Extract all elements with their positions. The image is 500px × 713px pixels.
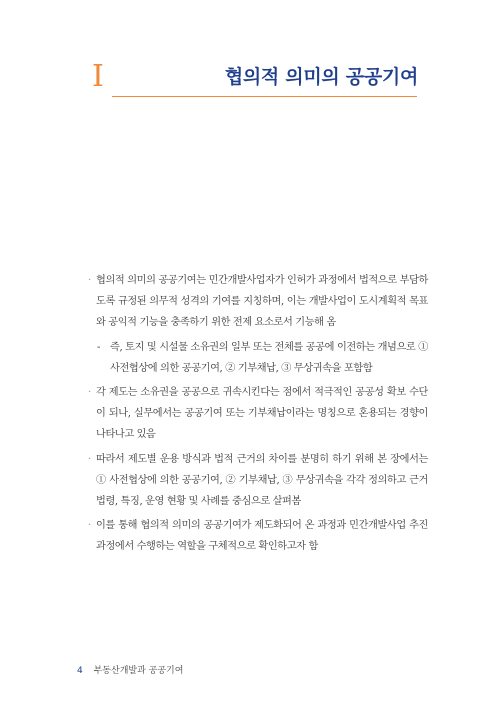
chapter-title: 협의적 의미의 공공기여 — [224, 66, 418, 88]
running-title: 부동산개발과 공공기여 — [93, 666, 184, 676]
bullet-text: 협의적 의미의 공공기여는 민간개발사업자가 인허가 과정에서 법적으로 부담하도록 규정된 의무적 성격의 기여를 지칭하며, 이는 개발사업이 도시계획적 목표와 공익적 기능을 충족하기 위한 전제 요소로서 기능해 옴 — [96, 275, 428, 329]
bullet-marker: · — [88, 520, 91, 532]
bullet-paragraph — [88, 270, 428, 334]
bullet-marker: · — [88, 387, 91, 399]
body-content — [88, 270, 428, 561]
bullet-paragraph — [88, 382, 428, 446]
bullet-paragraph — [88, 449, 428, 513]
bullet-text: 이를 통해 협의적 의미의 공공기여가 제도화되어 온 과정과 민간개발사업 추진 과정에서 수행하는 역할을 구체적으로 확인하고자 함 — [96, 520, 428, 553]
sub-text: 즉, 토지 및 시설물 소유권의 일부 또는 전체를 공공에 이전하는 개념으로 ① 사전협상에 의한 공공기여, ② 기부채납, ③ 무상귀속을 포함함 — [110, 341, 428, 374]
chapter-header — [0, 0, 500, 110]
bullet-marker: · — [88, 453, 91, 465]
sub-paragraph — [88, 337, 428, 379]
title-underline — [112, 96, 417, 97]
bullet-text: 따라서 제도별 운용 방식과 법적 근거의 차이를 분명히 하기 위해 본 장에서는 ① 사전협상에 의한 공공기여, ② 기부채납, ③ 무상귀속을 각각 정의하고 근거 법령, 특징, 운영 현황 및 사례를 중심으로 살펴봄 — [96, 453, 428, 508]
bullet-marker: · — [88, 275, 91, 286]
page-footer — [77, 663, 183, 676]
chapter-numeral: I — [92, 59, 104, 94]
bullet-paragraph — [88, 515, 428, 557]
page-number: 4 — [77, 666, 83, 676]
dash-marker: - — [97, 341, 101, 353]
bullet-text: 각 제도는 소유권을 공공으로 귀속시킨다는 점에서 적극적인 공공성 확보 수단이 되나, 실무에서는 공공기여 또는 기부채납이라는 명칭으로 혼용되는 경향이 나타나고 있음 — [96, 387, 428, 441]
